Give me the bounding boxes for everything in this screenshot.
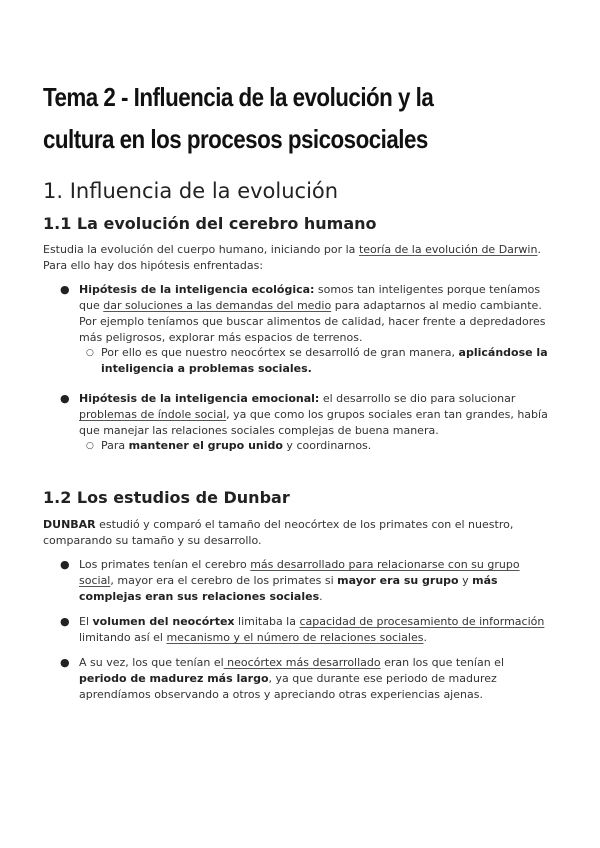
dunbar-intro-paragraph: DUNBAR estudió y comparó el tamaño del neocórtex de los primates con el nuestro, comparando su tamaño y su desarrollo. — [43, 518, 514, 547]
bullet-icon: ● — [60, 615, 70, 628]
list-item-emocional: Hipótesis de la inteligencia emocional: el desarrollo se dio para solucionar problemas de índole social, ya que como los grupos sociales eran tan grandes, había que manejar las relaciones sociales complejas de buena manera. — [79, 392, 548, 437]
list-item-volumen: El volumen del neocórtex limitaba la capacidad de procesamiento de información limitando así el mecanismo y el número de relaciones sociales. — [79, 615, 545, 644]
list-item-madurez: A su vez, los que tenían el neocórtex más desarrollado eran los que tenían el periodo de madurez más largo, ya que durante ese periodo de madurez aprendíamos observando a otros y apreciando otras experiencias ajenas. — [79, 656, 504, 701]
bullet-icon: ● — [60, 392, 70, 405]
darwin-link-text: teoría de la evolución de Darwin — [358, 243, 538, 256]
sub-bullet-icon: ○ — [86, 348, 94, 358]
intro-paragraph: Estudia la evolución del cuerpo humano, iniciando por la teoría de la evolución de Darwin. Para ello hay dos hipótesis enfrentadas: — [43, 243, 541, 272]
document-title: Tema 2 - Influencia de la evolución y la cultura en los procesos psicosociales — [43, 82, 434, 154]
sub-bullet-icon: ○ — [86, 441, 94, 451]
section-heading-evolucion: 1. Influencia de la evolución — [43, 179, 339, 203]
sub-item-grupo: Para mantener el grupo unido y coordinarnos. — [101, 439, 372, 452]
list-item-ecologica: Hipótesis de la inteligencia ecológica: somos tan inteligentes porque teníamos que dar soluciones a las demandas del medio para adaptarnos al medio cambiante. Por ejemplo teníamos que buscar alimentos de calidad, hacer frente a depredadores más peligrosos, explorar más espacios de terrenos. — [79, 283, 546, 344]
bullet-icon: ● — [60, 656, 70, 669]
subsection-heading-dunbar: 1.2 Los estudios de Dunbar — [43, 488, 290, 507]
bullet-icon: ● — [60, 283, 70, 296]
sub-item-neocortex: Por ello es que nuestro neocórtex se desarrolló de gran manera, aplicándose la inteligencia a problemas sociales. — [101, 346, 548, 375]
subsection-heading-cerebro: 1.1 La evolución del cerebro humano — [43, 214, 377, 233]
list-item-primates: Los primates tenían el cerebro más desarrollado para relacionarse con su grupo social, mayor era el cerebro de los primates si mayor era su grupo y más complejas eran sus relaciones sociales. — [79, 558, 520, 603]
bullet-icon: ● — [60, 558, 70, 571]
